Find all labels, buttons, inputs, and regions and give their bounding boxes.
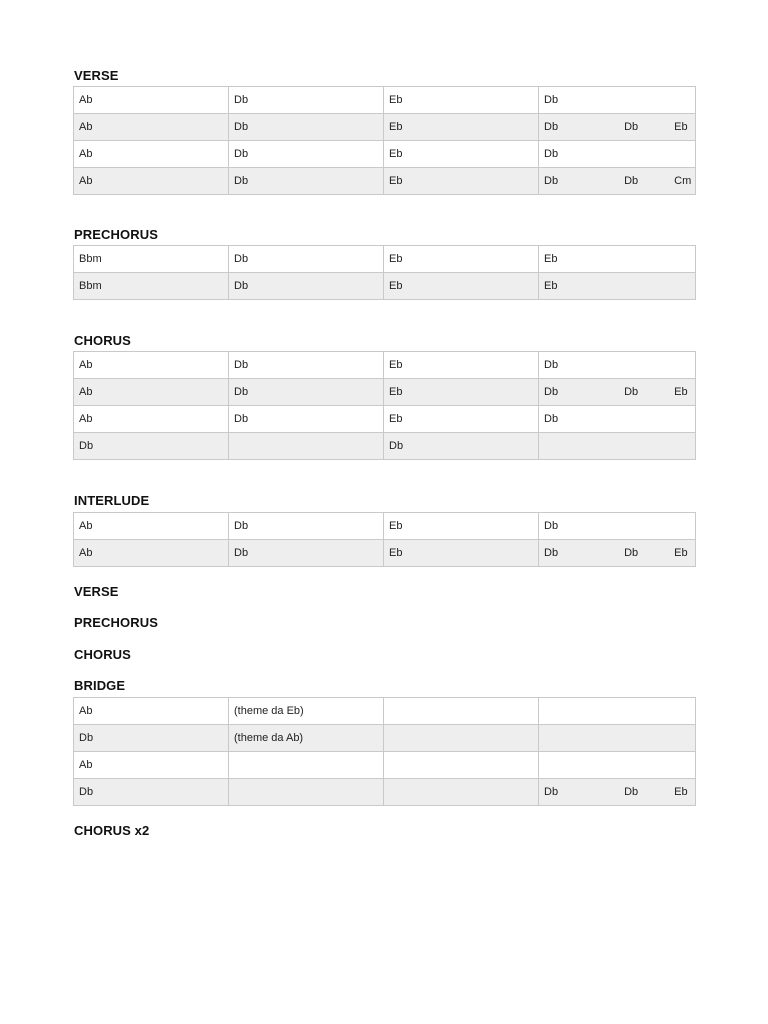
chord-label: Eb <box>389 175 403 187</box>
measure-cell <box>384 168 539 195</box>
measure-cell <box>384 379 539 406</box>
chord-label: Ab <box>79 759 93 771</box>
measure-row <box>74 779 696 806</box>
chord-table <box>73 512 696 567</box>
section-heading: PRECHORUS <box>74 615 158 630</box>
section-heading: INTERLUDE <box>74 493 150 508</box>
measure-cell <box>384 698 539 725</box>
measure-cell <box>74 698 229 725</box>
measure-cell <box>384 540 539 567</box>
chord-label: Ab <box>79 386 93 398</box>
section-heading: CHORUS <box>74 647 131 662</box>
measure-cell <box>539 433 696 460</box>
measure-row <box>74 513 696 540</box>
measure-cell <box>539 352 696 379</box>
measure-cell <box>539 114 696 141</box>
chord-label: Db <box>234 386 249 398</box>
chord-label: Ab <box>79 413 93 425</box>
measure-cell <box>74 779 229 806</box>
section-heading: PRECHORUS <box>74 227 158 242</box>
measure-row <box>74 725 696 752</box>
section-heading: BRIDGE <box>74 678 126 693</box>
measure-cell <box>539 779 696 806</box>
chord-label: Eb <box>544 280 558 292</box>
measure-cell <box>539 406 696 433</box>
section-heading: VERSE <box>74 68 119 83</box>
measure-cell <box>384 352 539 379</box>
chord-label: Db <box>234 121 249 133</box>
measure-row <box>74 698 696 725</box>
chord-label: Ab <box>79 94 93 106</box>
measure-cell <box>229 273 384 300</box>
measure-cell <box>229 752 384 779</box>
chord-label: Eb <box>389 94 403 106</box>
measure-cell <box>229 540 384 567</box>
measure-cell <box>74 168 229 195</box>
chord-label: Db <box>389 440 404 452</box>
chord-label: (theme da Eb) <box>234 705 304 717</box>
measure-row <box>74 168 696 195</box>
section-heading: CHORUS <box>74 333 131 348</box>
chord-label: Db <box>234 253 249 265</box>
measure-cell <box>539 752 696 779</box>
measure-cell <box>384 246 539 273</box>
chord-label: Db <box>234 359 249 371</box>
measure-cell <box>229 379 384 406</box>
chord-label: Db <box>624 786 639 798</box>
chord-label: Db <box>544 148 559 160</box>
chord-label: Db <box>234 280 249 292</box>
chord-label: Db <box>544 547 559 559</box>
measure-cell <box>74 352 229 379</box>
measure-cell <box>539 141 696 168</box>
measure-cell <box>74 141 229 168</box>
measure-cell <box>74 540 229 567</box>
measure-row <box>74 540 696 567</box>
measure-cell <box>384 513 539 540</box>
chord-table <box>73 245 696 300</box>
measure-row <box>74 114 696 141</box>
chord-label: Db <box>624 547 639 559</box>
measure-row <box>74 246 696 273</box>
measure-cell <box>74 246 229 273</box>
section-heading: CHORUS x2 <box>74 823 150 838</box>
chord-label: Db <box>544 175 559 187</box>
chord-label: Eb <box>389 280 403 292</box>
chord-label: Db <box>544 94 559 106</box>
measure-cell <box>74 114 229 141</box>
measure-cell <box>384 114 539 141</box>
measure-cell <box>539 379 696 406</box>
chord-label: Cm <box>674 175 692 187</box>
measure-cell <box>539 273 696 300</box>
chord-label: (theme da Ab) <box>234 732 304 744</box>
measure-row <box>74 87 696 114</box>
measure-cell <box>539 725 696 752</box>
measure-cell <box>384 406 539 433</box>
chord-label: Db <box>624 386 639 398</box>
measure-cell <box>539 513 696 540</box>
measure-cell <box>74 433 229 460</box>
chord-label: Db <box>234 148 249 160</box>
measure-cell <box>229 246 384 273</box>
chord-label: Db <box>234 413 249 425</box>
measure-row <box>74 352 696 379</box>
measure-cell <box>74 752 229 779</box>
chord-label: Eb <box>674 121 688 133</box>
measure-row <box>74 433 696 460</box>
chord-label: Ab <box>79 705 93 717</box>
measure-cell <box>74 513 229 540</box>
measure-cell <box>229 779 384 806</box>
measure-cell <box>384 433 539 460</box>
chord-label: Db <box>234 520 249 532</box>
chord-label: Eb <box>389 148 403 160</box>
measure-cell <box>229 698 384 725</box>
measure-cell <box>74 725 229 752</box>
section-heading: VERSE <box>74 584 119 599</box>
measure-row <box>74 379 696 406</box>
chord-label: Ab <box>79 520 93 532</box>
measure-cell <box>229 513 384 540</box>
chord-label: Db <box>79 732 94 744</box>
measure-cell <box>539 698 696 725</box>
measure-cell <box>229 406 384 433</box>
measure-row <box>74 141 696 168</box>
chord-label: Eb <box>389 520 403 532</box>
chord-label: Db <box>79 440 94 452</box>
measure-cell <box>384 725 539 752</box>
measure-cell <box>74 406 229 433</box>
chord-label: Db <box>544 786 559 798</box>
measure-cell <box>539 168 696 195</box>
chord-table <box>73 86 696 195</box>
chord-label: Db <box>544 386 559 398</box>
measure-cell <box>74 379 229 406</box>
chord-label: Eb <box>674 386 688 398</box>
chord-label: Eb <box>674 786 688 798</box>
chord-label: Ab <box>79 359 93 371</box>
measure-cell <box>539 87 696 114</box>
measure-cell <box>74 273 229 300</box>
chord-label: Eb <box>674 547 688 559</box>
measure-cell <box>229 352 384 379</box>
measure-cell <box>229 87 384 114</box>
chord-label: Ab <box>79 148 93 160</box>
chord-label: Db <box>79 786 94 798</box>
measure-row <box>74 273 696 300</box>
chord-label: Eb <box>544 253 558 265</box>
chord-table <box>73 697 696 806</box>
chord-label: Db <box>234 547 249 559</box>
measure-cell <box>539 246 696 273</box>
chord-label: Db <box>544 413 559 425</box>
measure-row <box>74 406 696 433</box>
chord-label: Db <box>624 121 639 133</box>
chord-label: Bbm <box>79 280 102 292</box>
chord-label: Db <box>544 121 559 133</box>
chord-label: Db <box>624 175 639 187</box>
measure-cell <box>229 141 384 168</box>
chord-label: Bbm <box>79 253 102 265</box>
measure-cell <box>229 168 384 195</box>
measure-cell <box>74 87 229 114</box>
measure-row <box>74 752 696 779</box>
measure-cell <box>384 141 539 168</box>
chord-label: Db <box>544 359 559 371</box>
chord-table <box>73 351 696 460</box>
chord-label: Eb <box>389 547 403 559</box>
chord-label: Eb <box>389 359 403 371</box>
measure-cell <box>229 725 384 752</box>
chord-label: Ab <box>79 547 93 559</box>
chord-label: Db <box>234 94 249 106</box>
chord-label: Eb <box>389 386 403 398</box>
chord-label: Eb <box>389 413 403 425</box>
measure-cell <box>384 752 539 779</box>
measure-cell <box>384 87 539 114</box>
measure-cell <box>539 540 696 567</box>
chord-label: Db <box>234 175 249 187</box>
chord-label: Db <box>544 520 559 532</box>
measure-cell <box>384 273 539 300</box>
chord-label: Ab <box>79 121 93 133</box>
chord-label: Ab <box>79 175 93 187</box>
chord-label: Eb <box>389 121 403 133</box>
chord-label: Eb <box>389 253 403 265</box>
measure-cell <box>229 433 384 460</box>
measure-cell <box>229 114 384 141</box>
measure-cell <box>384 779 539 806</box>
